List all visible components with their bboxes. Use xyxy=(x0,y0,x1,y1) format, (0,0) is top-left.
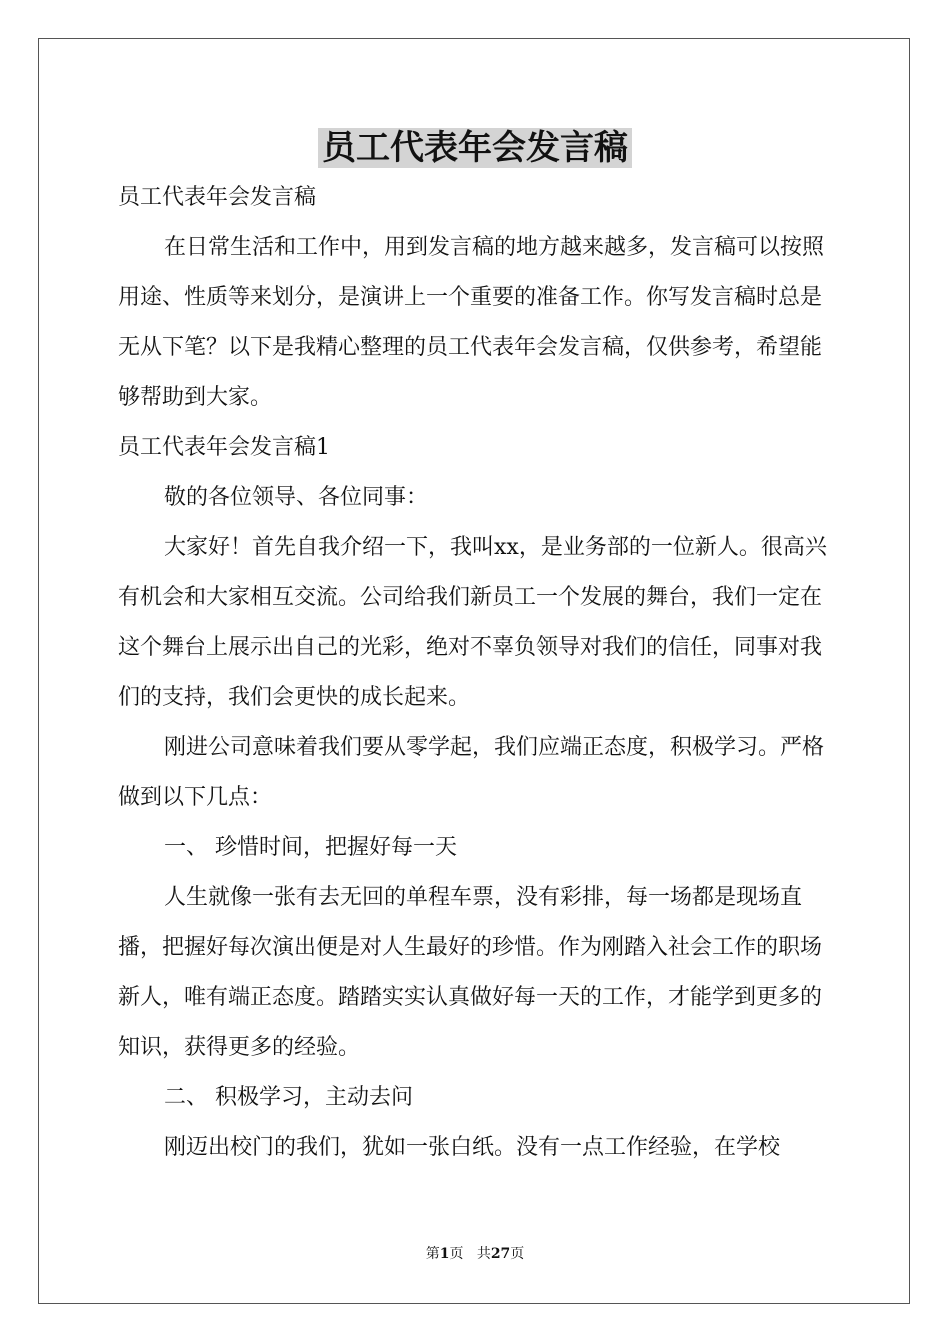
body-paragraph: 刚进公司意味着我们要从零学起，我们应端正态度，积极学习。严格做到以下几点： xyxy=(118,735,825,810)
document-title xyxy=(0,120,950,176)
footer-total-prefix: 共 xyxy=(476,1246,491,1262)
body-paragraph: 刚迈出校门的我们，犹如一张白纸。没有一点工作经验，在学校 xyxy=(164,1135,781,1160)
intro-paragraph: 在日常生活和工作中，用到发言稿的地方越来越多，发言稿可以按照用途、性质等来划分，是演讲上一个重要的准备工作。你写发言稿时总是无从下笔？以下是我精心整理的员工代表年会发言稿，仅供参考，希望能够帮助到大家。 xyxy=(118,235,825,410)
section-heading: 员工代表年会发言稿1 xyxy=(118,435,330,460)
salutation-paragraph: 敬的各位领导、各位同事： xyxy=(164,485,429,510)
list-point-heading: 二、 积极学习，主动去问 xyxy=(164,1085,413,1110)
page-footer xyxy=(0,1244,950,1264)
body-paragraph: 大家好！首先自我介绍一下，我叫xx，是业务部的一位新人。很高兴有机会和大家相互交流。公司给我们新员工一个发展的舞台，我们一定在这个舞台上展示出自己的光彩，绝对不辜负领导对我们的信任，同事对我们的支持，我们会更快的成长起来。 xyxy=(118,535,827,710)
subtitle-paragraph: 员工代表年会发言稿 xyxy=(118,185,317,210)
document-body xyxy=(118,173,838,1173)
footer-page-number: 1 xyxy=(439,1246,450,1262)
footer-page-suffix: 页 xyxy=(449,1246,464,1262)
body-paragraph: 人生就像一张有去无回的单程车票，没有彩排，每一场都是现场直播，把握好每次演出便是对人生最好的珍惜。作为刚踏入社会工作的职场新人，唯有端正态度。踏踏实实认真做好每一天的工作，才能学到更多的知识，获得更多的经验。 xyxy=(118,885,823,1060)
list-point-heading: 一、 珍惜时间，把握好每一天 xyxy=(164,835,457,860)
footer-total-suffix: 页 xyxy=(510,1246,525,1262)
footer-prefix: 第 xyxy=(425,1246,440,1262)
footer-total-pages: 27 xyxy=(490,1246,511,1262)
document-title-text: 员工代表年会发言稿 xyxy=(318,128,632,168)
